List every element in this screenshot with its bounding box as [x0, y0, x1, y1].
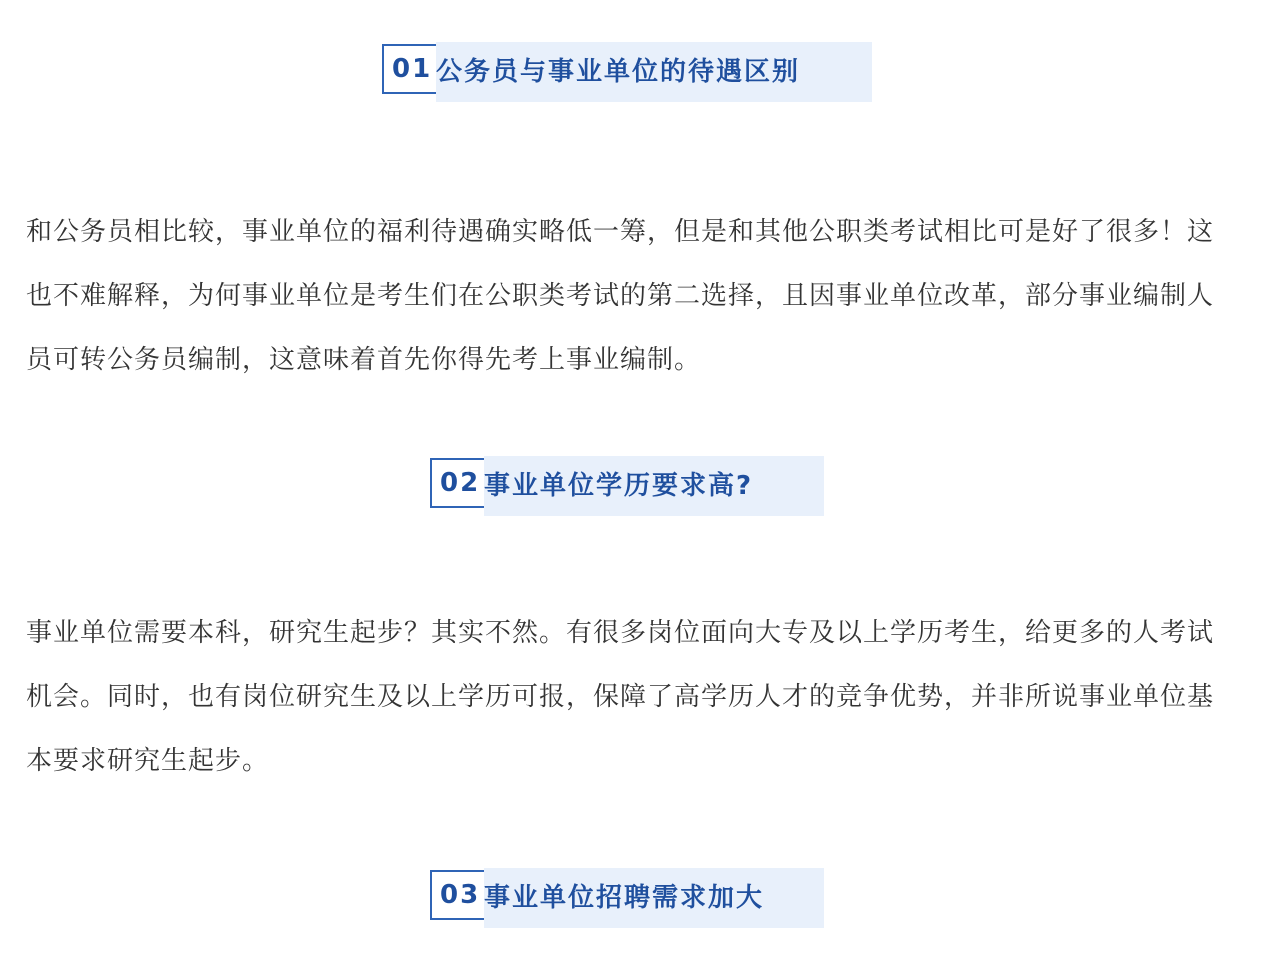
- section-heading-02: [430, 458, 814, 508]
- section-paragraph-01: 和公务员相比较，事业单位的福利待遇确实略低一筹，但是和其他公职类考试相比可是好了很多！这也不难解释，为何事业单位是考生们在公职类考试的第二选择，且因事业单位改革，部分事业编制人员可转公务员编制，这意味着首先你得先考上事业编制。: [26, 217, 1215, 375]
- section-paragraph-02: 事业单位需要本科，研究生起步？其实不然。有很多岗位面向大专及以上学历考生，给更多的人考试机会。同时，也有岗位研究生及以上学历可报，保障了高学历人才的竞争优势，并非所说事业单位基本要求研究生起步。: [26, 618, 1215, 776]
- section-heading-03: [430, 870, 814, 920]
- section-heading-01: [382, 44, 862, 94]
- section-number: 03: [440, 880, 481, 910]
- section-number: 02: [440, 468, 481, 498]
- section-number: 01: [392, 54, 433, 84]
- section-title: 事业单位学历要求高?: [484, 470, 754, 501]
- section-title: 公务员与事业单位的待遇区别: [436, 56, 801, 87]
- section-title: 事业单位招聘需求加大: [484, 882, 765, 913]
